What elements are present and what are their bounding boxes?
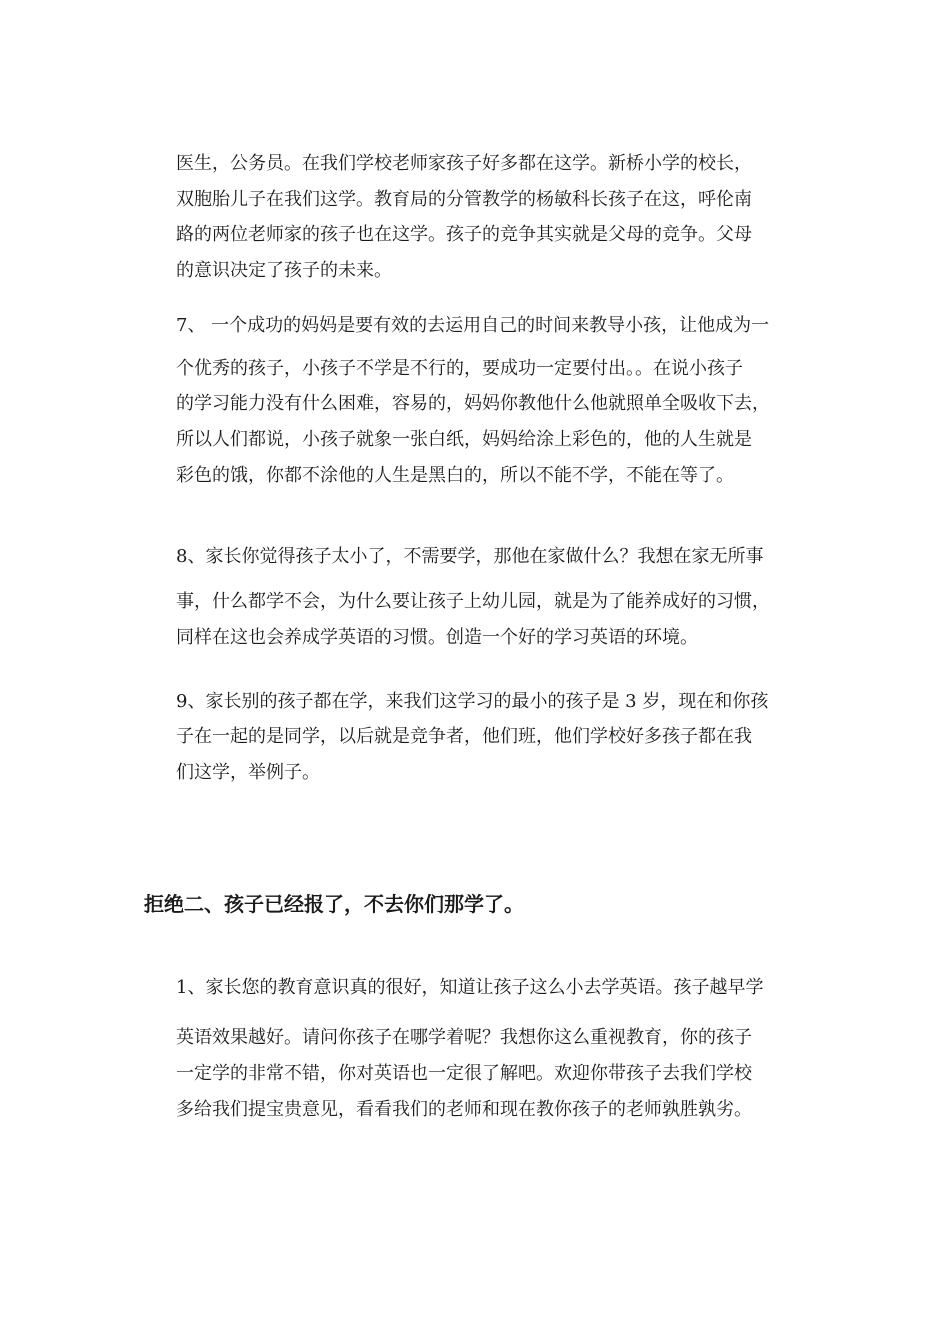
section-item-1-line: 多给我们提宝贵意见，看看我们的老师和现在教你孩子的老师孰胜孰劣。	[176, 1099, 752, 1120]
item-8-line: 同样在这也会养成学英语的习惯。创造一个好的学习英语的环境。	[176, 627, 698, 648]
item-7-line: 7、 一个成功的妈妈是要有效的去运用自己的时间来教导小孩，让他成为一	[176, 315, 770, 336]
section-item-1-line: 英语效果越好。请问你孩子在哪学着呢？我想你这么重视教育，你的孩子	[176, 1027, 752, 1048]
paragraph-line: 医生，公务员。在我们学校老师家孩子好多都在这学。新桥小学的校长，	[176, 153, 752, 174]
paragraph-line: 双胞胎儿子在我们这学。教育局的分管教学的杨敏科长孩子在这，呼伦南	[176, 189, 752, 210]
section-heading: 拒绝二、孩子已经报了，不去你们那学了。	[144, 892, 524, 916]
paragraph-line: 的意识决定了孩子的未来。	[176, 260, 392, 281]
item-7-line: 所以人们都说，小孩子就象一张白纸，妈妈给涂上彩色的，他的人生就是	[176, 429, 752, 450]
item-7-line: 个优秀的孩子，小孩子不学是不行的，要成功一定要付出。。在说小孩子	[176, 358, 743, 379]
paragraph-line: 路的两位老师家的孩子也在这学。孩子的竞争其实就是父母的竞争。父母	[176, 224, 752, 245]
item-9-line: 9、家长别的孩子都在学，来我们这学习的最小的孩子是 3 岁，现在和你孩	[176, 691, 769, 712]
item-8-line: 事，什么都学不会，为什么要让孩子上幼儿园，就是为了能养成好的习惯，	[176, 591, 770, 612]
item-7-line: 的学习能力没有什么困难，容易的，妈妈你教他什么他就照单全吸收下去，	[176, 393, 770, 414]
section-item-1-line: 1、家长您的教育意识真的很好，知道让孩子这么小去学英语。孩子越早学	[176, 977, 764, 998]
item-9-line: 子在一起的是同学，以后就是竞争者，他们班，他们学校好多孩子都在我	[176, 726, 752, 747]
item-7-line: 彩色的饿，你都不涂他的人生是黑白的，所以不能不学，不能在等了。	[176, 465, 734, 486]
section-item-1-line: 一定学的非常不错，你对英语也一定很了解吧。欢迎你带孩子去我们学校	[176, 1063, 752, 1084]
item-9-line: 们这学，举例子。	[176, 762, 320, 783]
item-8-line: 8、家长你觉得孩子太小了，不需要学，那他在家做什么？我想在家无所事	[176, 546, 764, 567]
